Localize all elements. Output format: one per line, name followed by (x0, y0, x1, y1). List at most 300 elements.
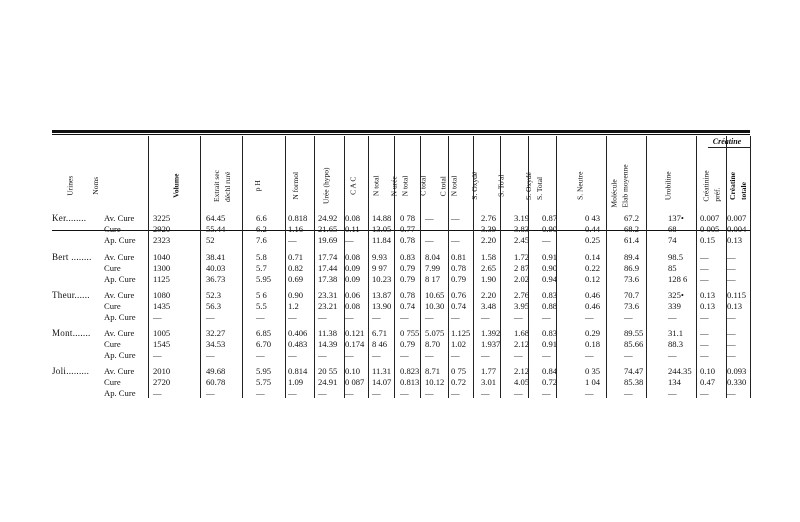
patient-name: Ker........ (52, 213, 87, 223)
table-cell-ctotal: — (425, 224, 434, 234)
table-cell-ph: 7.6 (256, 235, 267, 245)
table-cell-ph: 5.95 (256, 274, 272, 284)
table-cell-stotal: 3.19 (514, 213, 530, 223)
column-divider (646, 136, 647, 398)
table-cell-cac: 0.10 (345, 366, 361, 376)
patient-name: Mont....... (52, 328, 91, 338)
column-header-line1: C A C (348, 176, 358, 196)
table-cell-creat_pref: — (700, 350, 709, 360)
table-cell-cac: 0.09 (345, 274, 361, 284)
table-cell-uree: 14.39 (318, 339, 338, 349)
table-cell-uree: 19.69 (318, 235, 338, 245)
table-cell-soxyde: 3.01 (481, 377, 497, 387)
column-header-line1: Volume (171, 173, 181, 199)
table-cell-molecule: 74.47 (624, 366, 644, 376)
table-cell-uree: 23.31 (318, 290, 338, 300)
table-cell-soxyde_stotal: — (542, 235, 551, 245)
table-cell-ph: 5.8 (256, 252, 267, 262)
column-header-text (497, 175, 505, 197)
column-header-line1: Créatine (728, 172, 737, 200)
table-cell-soxyde_stotal: 0.90 (542, 224, 558, 234)
cure-period-label: Ap. Cure (104, 388, 136, 398)
table-cell-stotal: 2.76 (514, 290, 530, 300)
table-cell-ph: 6.70 (256, 339, 272, 349)
table-cell-creat_tot: — (727, 263, 736, 273)
column-header-line1: S. To'al (496, 174, 506, 198)
column-header-line1: Urée (hypo) (321, 167, 331, 205)
column-header-line1: Créatinine (702, 170, 711, 202)
table-cell-ctotal_ntotal: 0.81 (451, 252, 467, 262)
table-cell-stotal: — (514, 350, 523, 360)
cure-period-label: Cure (104, 377, 121, 387)
table-cell-creat_tot: 0.13 (727, 301, 743, 311)
table-cell-soxyde_stotal: 0.83 (542, 328, 558, 338)
column-header-line1: Noms (91, 177, 101, 195)
table-cell-ntotal: — (372, 350, 381, 360)
table-cell-creat_tot: — (727, 274, 736, 284)
column-header-line2: S. Total (534, 176, 544, 200)
table-cell-stotal: 1.68 (514, 328, 530, 338)
table-cell-cac: 0.08 (345, 301, 361, 311)
patient-name: Bert ........ (52, 252, 92, 262)
table-cell-soxyde_stotal: 0.87 (542, 213, 558, 223)
table-cell-stotal: 2.45 (514, 235, 530, 245)
table-cell-ctotal_ntotal: 0.72 (451, 377, 467, 387)
column-divider (242, 136, 243, 398)
table-cell-urobiline: 339 (668, 301, 681, 311)
table-cell-nformol: 0.90 (288, 290, 304, 300)
cure-period-label: Av. Cure (104, 366, 135, 376)
table-cell-soxyde_stotal: 0.84 (542, 366, 558, 376)
table-cell-extrait: — (206, 312, 215, 322)
table-cell-molecule: 61.4 (624, 235, 640, 245)
column-divider (606, 136, 607, 398)
table-cell-ctotal: — (425, 350, 434, 360)
table-cell-ntotal: — (372, 388, 381, 398)
column-header-text (322, 168, 330, 204)
column-header-line1: N total (371, 175, 381, 197)
table-cell-ctotal_ntotal: — (451, 388, 460, 398)
table-cell-nformol: 0.82 (288, 263, 304, 273)
table-cell-extrait: 36.73 (206, 274, 226, 284)
table-cell-uree: 17.44 (318, 263, 338, 273)
table-cell-soxyde: — (481, 312, 490, 322)
column-header-text (611, 164, 629, 207)
top-double-rule-thick (52, 130, 750, 133)
column-header-text (172, 174, 180, 198)
column-header-line1: S. Neutre (575, 171, 585, 201)
table-cell-creat_tot: 0.007 (727, 213, 747, 223)
table-cell-cac: 0 087 (345, 377, 365, 387)
table-cell-urobiline: 74 (668, 235, 677, 245)
cure-period-label: Av. Cure (104, 252, 135, 262)
table-cell-volume: 1005 (153, 328, 171, 338)
table-cell-soxyde_stotal: 0.83 (542, 290, 558, 300)
table-cell-ph: 6.2 (256, 224, 267, 234)
cure-period-label: Av. Cure (104, 328, 135, 338)
table-cell-ctotal: — (425, 388, 434, 398)
table-cell-ctotal: — (425, 213, 434, 223)
column-header-text (729, 172, 747, 200)
table-cell-nuree_ntotal: 0.813 (400, 377, 420, 387)
table-cell-sneutre: 1 04 (585, 377, 601, 387)
table-cell-volume: 1080 (153, 290, 171, 300)
table-cell-urobiline: 88.3 (668, 339, 684, 349)
column-header-line2: Elab moyenne (620, 164, 630, 208)
table-cell-sneutre: 0 43 (585, 213, 601, 223)
table-cell-nuree_ntotal: 0.77 (400, 224, 416, 234)
table-cell-nformol: 0.69 (288, 274, 304, 284)
table-cell-sneutre: 0.46 (585, 290, 601, 300)
table-cell-molecule: 70.7 (624, 290, 640, 300)
table-cell-ph: 6.6 (256, 213, 267, 223)
table-cell-nformol: — (288, 350, 297, 360)
table-cell-ntotal: 11.31 (372, 366, 392, 376)
table-cell-sneutre: 0.44 (585, 224, 601, 234)
column-header-line1: C total (438, 176, 447, 197)
table-cell-extrait: 56.3 (206, 301, 222, 311)
column-header-text (703, 170, 721, 201)
table-cell-molecule: 67.2 (624, 213, 640, 223)
table-cell-molecule: 89.4 (624, 252, 640, 262)
table-cell-creat_tot: — (727, 350, 736, 360)
table-cell-cac: 0.08 (345, 213, 361, 223)
table-cell-ctotal_ntotal: 1.125 (451, 328, 471, 338)
table-cell-creat_tot: 0.13 (727, 235, 743, 245)
table-cell-urobiline: — (668, 312, 677, 322)
table-cell-molecule: — (624, 350, 633, 360)
column-header-line1: Molécule (610, 179, 619, 208)
table-cell-creat_tot: 0.115 (727, 290, 747, 300)
table-cell-sneutre: 0.14 (585, 252, 601, 262)
table-cell-creat_tot: 0.093 (727, 366, 747, 376)
table-cell-creat_pref: 0.47 (700, 377, 716, 387)
table-cell-sneutre: 0.22 (585, 263, 601, 273)
table-cell-soxyde: 3.48 (481, 301, 497, 311)
table-cell-extrait: 55.44 (206, 224, 226, 234)
table-cell-extrait: 40.03 (206, 263, 226, 273)
table-cell-creat_tot: 0.330 (727, 377, 747, 387)
table-cell-soxyde_stotal: — (542, 388, 551, 398)
table-cell-ctotal_ntotal: 0 75 (451, 366, 467, 376)
table-cell-creat_pref: 0.13 (700, 290, 716, 300)
table-cell-molecule: 85.38 (624, 377, 644, 387)
table-cell-nuree_ntotal: 0.79 (400, 274, 416, 284)
column-header-text (664, 172, 672, 201)
table-cell-extrait: — (206, 388, 215, 398)
table-cell-molecule: 86.9 (624, 263, 640, 273)
table-cell-ctotal: 10.12 (425, 377, 445, 387)
table-cell-ctotal: 8.71 (425, 366, 441, 376)
table-cell-sneutre: 0.18 (585, 339, 601, 349)
table-cell-extrait: 52 (206, 235, 215, 245)
cure-period-label: Av. Cure (104, 290, 135, 300)
table-cell-ctotal: 7.99 (425, 263, 441, 273)
column-header-line2: préf. (712, 187, 722, 202)
table-cell-molecule: 85.66 (624, 339, 644, 349)
table-cell-extrait: 52.3 (206, 290, 222, 300)
table-cell-nuree_ntotal: 0.823 (400, 366, 420, 376)
table-cell-stotal: 3.83 (514, 224, 530, 234)
table-cell-sneutre: 0.46 (585, 301, 601, 311)
table-cell-urobiline: 68 (668, 224, 677, 234)
column-header-line1: Urobiline (663, 171, 673, 201)
table-cell-ctotal_ntotal: — (451, 213, 460, 223)
table-cell-urobiline: 134 (668, 377, 681, 387)
table-cell-molecule: — (624, 388, 633, 398)
column-header-text (576, 172, 584, 200)
table-cell-ph: — (256, 312, 265, 322)
table-cell-nformol: — (288, 312, 297, 322)
table-cell-sneutre: — (585, 388, 594, 398)
table-cell-volume: 3225 (153, 213, 171, 223)
table-cell-soxyde: 2.65 (481, 263, 497, 273)
table-cell-creat_tot: — (727, 339, 736, 349)
table-cell-sneutre: 0 35 (585, 366, 601, 376)
table-cell-uree: — (318, 312, 327, 322)
table-cell-stotal: 2 87 (514, 263, 530, 273)
table-cell-soxyde_stotal: 0.72 (542, 377, 558, 387)
table-cell-creat_tot: — (727, 312, 736, 322)
table-cell-molecule: 73.6 (624, 274, 640, 284)
table-cell-uree: 24.92 (318, 213, 338, 223)
table-cell-urobiline: 244.35 (668, 366, 692, 376)
table-cell-ph: — (256, 350, 265, 360)
table-cell-soxyde: — (481, 388, 490, 398)
table-cell-creat_pref: — (700, 274, 709, 284)
table-cell-creat_tot: — (727, 252, 736, 262)
table-cell-nformol: 0.71 (288, 252, 304, 262)
table-cell-volume: 2720 (153, 377, 171, 387)
table-cell-nformol: 0.818 (288, 213, 308, 223)
table-cell-ctotal_ntotal: — (451, 312, 460, 322)
cure-period-label: Cure (104, 224, 121, 234)
table-cell-sneutre: 0.12 (585, 274, 601, 284)
table-cell-ctotal: — (425, 235, 434, 245)
table-cell-ntotal: 14.07 (372, 377, 392, 387)
column-header-text (439, 176, 457, 197)
table-cell-extrait: 32.27 (206, 328, 226, 338)
table-cell-soxyde: 3.39 (481, 224, 497, 234)
table-cell-nuree_ntotal: 0.83 (400, 252, 416, 262)
table-cell-ph: — (256, 388, 265, 398)
column-header-text (372, 176, 380, 197)
table-cell-ph: 5.5 (256, 301, 267, 311)
table-cell-stotal: 4.05 (514, 377, 530, 387)
table-cell-uree: — (318, 388, 327, 398)
table-cell-soxyde: 1.58 (481, 252, 497, 262)
table-cell-cac: 0.09 (345, 263, 361, 273)
cure-period-label: Cure (104, 339, 121, 349)
table-cell-ntotal: 8 46 (372, 339, 388, 349)
table-cell-cac: — (345, 350, 354, 360)
table-cell-extrait: 49.68 (206, 366, 226, 376)
table-cell-uree: 23.21 (318, 301, 338, 311)
table-cell-molecule: 68.2 (624, 224, 640, 234)
column-header-line1: N formol (291, 172, 301, 200)
table-cell-ctotal_ntotal: — (451, 350, 460, 360)
table-cell-uree: — (318, 350, 327, 360)
table-cell-stotal: 2.02 (514, 274, 530, 284)
table-cell-nuree_ntotal: 0.74 (400, 301, 416, 311)
table-cell-creat_pref: 0.13 (700, 301, 716, 311)
table-cell-stotal: — (514, 312, 523, 322)
table-cell-nformol: 1.2 (288, 301, 299, 311)
column-divider (148, 136, 149, 398)
table-cell-ctotal_ntotal: 1.02 (451, 339, 467, 349)
column-header-line1: C total (418, 175, 428, 197)
table-cell-ntotal: 9.93 (372, 252, 388, 262)
table-cell-creat_pref: — (700, 388, 709, 398)
table-cell-extrait: 64.45 (206, 213, 226, 223)
column-header-text (92, 177, 100, 195)
table-cell-nformol: — (288, 388, 297, 398)
column-header-text (390, 176, 408, 197)
table-cell-sneutre: 0.25 (585, 235, 601, 245)
table-cell-nuree_ntotal: 0.79 (400, 263, 416, 273)
cure-period-label: Ap. Cure (104, 312, 136, 322)
table-cell-soxyde_stotal: — (542, 312, 551, 322)
column-divider (750, 136, 751, 398)
table-cell-creat_pref: — (700, 312, 709, 322)
table-cell-soxyde: — (481, 350, 490, 360)
table-cell-sneutre: — (585, 312, 594, 322)
table-cell-ctotal: 10.65 (425, 290, 445, 300)
table-cell-uree: 20 55 (318, 366, 338, 376)
table-cell-nformol: 0.483 (288, 339, 308, 349)
table-cell-urobiline: 128 6 (668, 274, 688, 284)
table-cell-ntotal: 13.90 (372, 301, 392, 311)
table-cell-nuree_ntotal: 0.78 (400, 235, 416, 245)
cure-period-label: Cure (104, 263, 121, 273)
table-cell-ctotal_ntotal: 0.74 (451, 301, 467, 311)
cure-period-label: Av. Cure (104, 213, 135, 223)
table-cell-extrait: — (206, 350, 215, 360)
table-cell-soxyde_stotal: 0.91 (542, 339, 558, 349)
table-cell-ntotal: 11.84 (372, 235, 392, 245)
table-cell-creat_tot: — (727, 388, 736, 398)
column-header-line1: S. Oxydé (524, 172, 534, 200)
column-header-line1: p H (253, 180, 263, 192)
column-header-text (292, 172, 300, 200)
column-header-line1: S. Oxydé (470, 172, 480, 200)
table-cell-nuree_ntotal: 0 755 (400, 328, 420, 338)
patient-name: Joli......... (52, 366, 90, 376)
table-cell-ctotal_ntotal: — (451, 235, 460, 245)
table-cell-volume: 1125 (153, 274, 170, 284)
table-cell-volume: 1545 (153, 339, 171, 349)
table-cell-stotal: 3.95 (514, 301, 530, 311)
table-cell-ntotal: 13.05 (372, 224, 392, 234)
table-cell-volume: 1300 (153, 263, 171, 273)
table-cell-ctotal: 8.04 (425, 252, 441, 262)
column-header-text (349, 177, 357, 195)
table-cell-cac: 0.06 (345, 290, 361, 300)
table-cell-ctotal: 8.70 (425, 339, 441, 349)
table-cell-creat_tot: — (727, 328, 736, 338)
table-cell-sneutre: 0.29 (585, 328, 601, 338)
table-cell-creat_pref: — (700, 339, 709, 349)
table-cell-nuree_ntotal: — (400, 312, 409, 322)
table-cell-molecule: 73.6 (624, 301, 640, 311)
table-cell-nuree_ntotal: 0.79 (400, 339, 416, 349)
table-cell-volume: 1040 (153, 252, 171, 262)
table-cell-molecule: — (624, 312, 633, 322)
table-cell-nformol: 1.16 (288, 224, 304, 234)
table-cell-creat_tot: 0.004 (727, 224, 747, 234)
table-cell-stotal: 1.72 (514, 252, 530, 262)
table-cell-ntotal: 13.87 (372, 290, 392, 300)
table-cell-creat_pref: 0.15 (700, 235, 716, 245)
column-divider (696, 136, 697, 398)
table-cell-soxyde_stotal: 0.90 (542, 263, 558, 273)
column-header-text (66, 176, 74, 196)
table-cell-creat_pref: 0 005 (700, 224, 720, 234)
table-cell-uree: 11.38 (318, 328, 338, 338)
table-cell-ctotal_ntotal: 0.79 (451, 274, 467, 284)
column-header-line2: N total (448, 175, 458, 197)
table-cell-urobiline: 98.5 (668, 252, 684, 262)
table-cell-ctotal: 10.30 (425, 301, 445, 311)
table-cell-ph: 6.85 (256, 328, 272, 338)
column-header-text (471, 172, 479, 200)
table-cell-soxyde: 2.20 (481, 235, 497, 245)
table-cell-molecule: 89.55 (624, 328, 644, 338)
table-cell-soxyde_stotal: — (542, 350, 551, 360)
table-cell-creat_pref: — (700, 252, 709, 262)
table-cell-nformol: 0.406 (288, 328, 308, 338)
table-cell-soxyde: 1.90 (481, 274, 497, 284)
table-cell-nformol: — (288, 235, 297, 245)
table-cell-ntotal: 14.88 (372, 213, 392, 223)
table-cell-sneutre: — (585, 350, 594, 360)
cure-period-label: Cure (104, 301, 121, 311)
table-cell-uree: 17.38 (318, 274, 338, 284)
table-cell-volume: — (153, 312, 162, 322)
table-cell-ctotal: 5.075 (425, 328, 445, 338)
table-cell-uree: 17.74 (318, 252, 338, 262)
column-header-line1: Extrait sec (212, 170, 221, 202)
table-cell-creat_pref: — (700, 328, 709, 338)
column-header-text (254, 180, 262, 191)
table-cell-urobiline: 325• (668, 290, 684, 300)
table-cell-nuree_ntotal: — (400, 388, 409, 398)
table-cell-extrait: 34.53 (206, 339, 226, 349)
table-cell-soxyde_stotal: 0.88 (542, 301, 558, 311)
table-cell-soxyde_stotal: 0.91 (542, 252, 558, 262)
creatine-group-header: Créatine (712, 137, 742, 146)
table-cell-nuree_ntotal: 0 78 (400, 213, 416, 223)
table-cell-urobiline: 85 (668, 263, 677, 273)
column-header-text (525, 172, 543, 200)
table-cell-creat_pref: 0.007 (700, 213, 720, 223)
table-cell-cac: — (345, 312, 354, 322)
table-cell-cac: 0.121 (345, 328, 365, 338)
table-cell-ctotal: 8 17 (425, 274, 441, 284)
column-header-line2: totale (738, 182, 748, 200)
column-header-line1: N urée (389, 176, 398, 197)
table-cell-stotal: 2.12 (514, 339, 530, 349)
table-cell-ntotal: — (372, 312, 381, 322)
table-cell-urobiline: 31.1 (668, 328, 684, 338)
table-cell-volume: 2323 (153, 235, 171, 245)
column-divider (200, 136, 201, 398)
table-cell-soxyde: 1.77 (481, 366, 497, 376)
table-cell-urobiline: — (668, 388, 677, 398)
table-cell-stotal: 2.12 (514, 366, 530, 376)
table-cell-cac: 0.174 (345, 339, 365, 349)
table-cell-ph: 5.7 (256, 263, 267, 273)
